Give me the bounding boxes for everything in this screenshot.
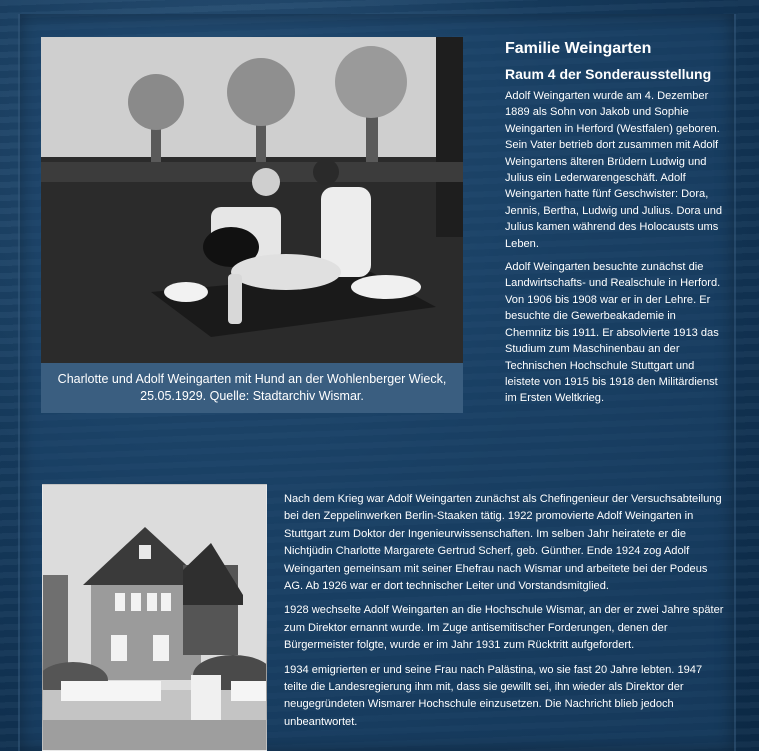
photo-picnic-illustration: [41, 37, 463, 363]
section-title: Familie Weingarten: [505, 40, 652, 57]
paragraph: Adolf Weingarten wurde am 4. Dezember 1889 als Sohn von Jakob und Sophie Weingarten in Herford (Westfalen) geboren. Sein Vater betrieb dort zusammen mit Adolf Weingartens älteren Brüdern Ludwig und Julius ein Lederwarengeschäft. Adolf Weingarten hatte fünf Geschwister: Dora, Jennis, Bertha, Ludwig und Julius. Dora und Julius kamen während des Holocausts ums Leben.: [505, 90, 723, 250]
paragraph: Adolf Weingarten besuchte zunächst die Landwirtschafts- und Realschule in Herford. Von 1906 bis 1908 war er in der Lehre. Er besuchte die Gewerbeakademie in Chemnitz bis 1911. Er absolvierte 1913 das Studium zum Maschinenbau an der Technischen Hochschule Stuttgart und leistete von 1915 bis 1918 den Militärdienst im Ersten Weltkrieg.: [505, 261, 721, 405]
paragraph: 1934 emigrierten er und seine Frau nach Palästina, wo sie fast 20 Jahre lebten. 1947 teilte die Landesregierung ihm mit, dass sie gewillt sei, ihn wieder als Direktor der neugegründeten Wismarer Hochschule einzusetzen. Die Nachricht blieb jedoch unbeantwortet.: [284, 663, 703, 728]
section-subtitle: Raum 4 der Sonderausstellung: [505, 66, 712, 82]
paragraph: Nach dem Krieg war Adolf Weingarten zunächst als Chefingenieur der Versuchsabteilung bei den Zeppelinwerken Berlin-Staaken tätig. 1922 promovierte Adolf Weingarten in Stuttgart zum Doktor der Ingenieurwissenschaften. Im selben Jahr heiratete er die Nichtjüdin Charlotte Margarete Gertrud Scherf, geb. Günther. Ende 1924 zog Adolf Weingarten gemeinsam mit seiner Ehefrau nach Wismar und arbeitete bei der Podeus AG. Ab 1926 war er dort technischer Leiter und Vorstandsmitglied.: [284, 493, 722, 593]
photo-house: [42, 484, 267, 751]
biography-intro-column: [505, 38, 725, 414]
paragraph: 1928 wechselte Adolf Weingarten an die Hochschule Wismar, an der er zwei Jahre später zum Direktor ernannt wurde. Im Zuge antisemitischer Forderungen, denen der Bürgermeister folgte, wurde er im Jahr 1931 zum Rücktritt aufgefordert.: [284, 604, 724, 652]
photo-caption: Charlotte und Adolf Weingarten mit Hund an der Wohlenberger Wieck, 25.05.1929. Quelle: Stadtarchiv Wismar.: [41, 363, 463, 413]
photo-house-illustration: [43, 485, 267, 751]
photo-picnic: [41, 37, 463, 363]
biography-career-column: [284, 491, 724, 738]
photo-figure-picnic: [41, 37, 463, 413]
